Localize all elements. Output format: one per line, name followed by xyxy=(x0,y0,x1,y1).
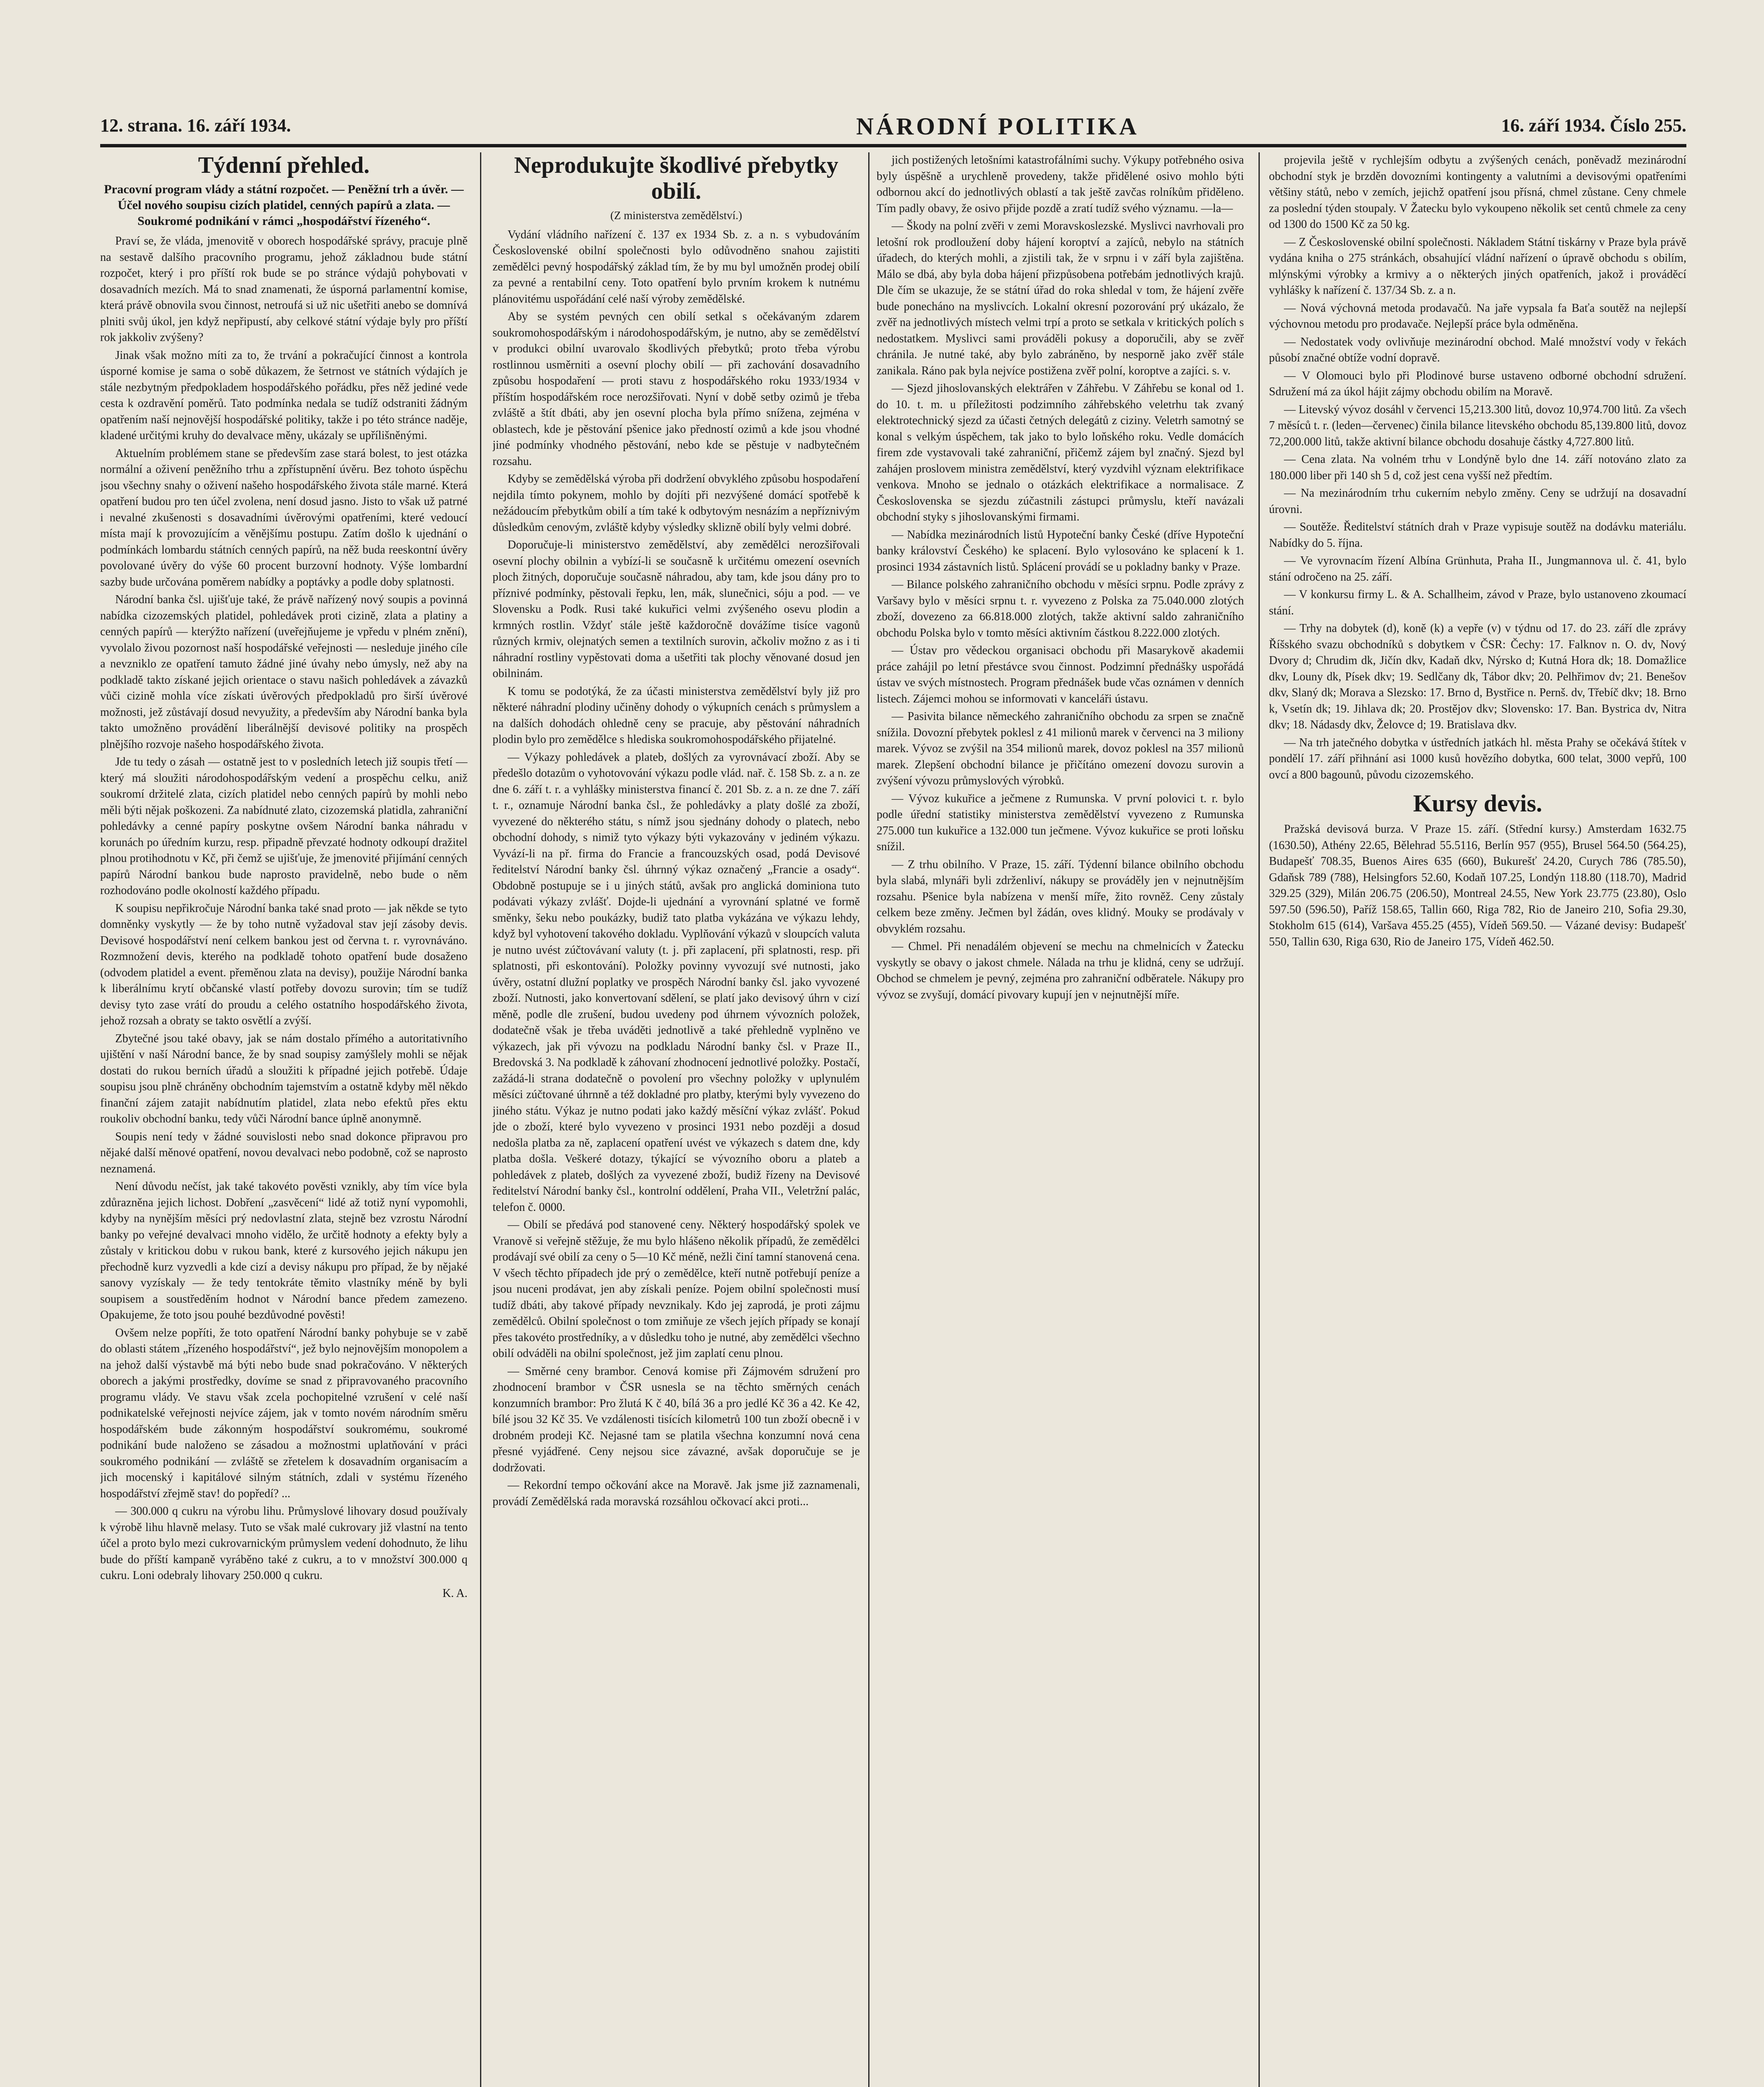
column-divider xyxy=(868,152,869,2087)
paragraph: K soupisu nepřikročuje Národní banka také snad proto — jak někde se tyto domněnky vyskytly — že by toho nutně vyžadoval stav její zásoby devis. Devisové hospodářství není celkem bankou jest od června t. r. vyrovnáváno. Rozmnožení devis, kterého na podkladě tohoto opatření bude dosaženo (odvodem platidel a event. přeměnou zlata na devisy), použije Národní banka k liberálnímu krytí občanské vlastí potřeby dovozu surovin; tím se tudíž devisy tyto zase vrátí do proudu a celého ostatního hospodářského života, jehož rozsah a obraty se takto osvětlí a zvýší. xyxy=(100,902,468,1027)
paragraph: Zbytečné jsou také obavy, jak se nám dostalo přímého a autoritativního ujištění v naší Národní bance, že by snad soupisy zamýšlely mohli se nějak dostati do rukou berních úřadů a sloužiti k případné jejich potřebě. Údaje soupisu jsou plně chráněny obchodním tajemstvím a ostatně kdyby měl někdo finanční zájem zatajit nabídnutím platidel, zlata nebo efektů přes ektu roukoliv obchodní banku, tedy vůči Národní bance úplně anonymně. xyxy=(100,1032,468,1125)
paragraph: K tomu se podotýká, že za účasti ministerstva zemědělství byly již pro některé náhradní plodiny učiněny dohody o výkupních cenách s průmyslem a na dalších dohodách ohledně ceny se pracuje, aby pěstování náhradních plodin bylo pro zemědělce s hlediska soukromohospodářského přijatelné. xyxy=(493,685,860,746)
page-header xyxy=(100,115,1686,147)
paragraph: — Výkazy pohledávek a plateb, došlých za vyrovnávací zboží. Aby se předešlo dotazům o vyhotovování výkazu podle vlád. nař. č. 158 Sb. z. a n. ze dne 6. září t. r. a vyhlášky ministerstva financí č. 201 Sb. z. a n. ze dne 7. září t. r., oznamuje Národní banka čsl., že pohledávky a platy došlé za zboží, vyvezené do některého státu, s nímž jsou sjednány dohody o platech, nebo obchodní dohody, s nimiž tyto výkazy býti vykazovány v jediném výkazu. Vyvází-li na př. firma do Francie a francouzských osad, podá Devisové ředitelství Národní banky čsl. úhrnný výkaz označený „Francie a osady“. Obdobně postupuje se i u jiných států, avšak pro anglická dominiona tuto podávati výkazy zvlášť. Dojde-li ujednání a vyrovnání splatné ve formě směnky, šeku nebo poukázky, budiž tato platba vykázána ve výkazu lehdy, když byl vyhotovení takového dokladu. Vyplňování výkazů v sloupcích valuta je nutno uvést zúčtovávaní valuty (t. j. při zaplacení, při splatnosti, resp. při splatnosti, při eskontování). Položky povinny vyvozují své nutnosti, jako úvěry, ostatní dlužní poplatky ve prospěch Národní banky čsl. jako vyvozené zboží. Nutnosti, jako konvertovaní sdělení, se platí jako devisový úhrn v cizí měně, podle dle zrušení, budou uvedeny pod úhrnem vývozních položek, dodatečně však je třeba uváděti jednotlivě a také přehledně vyplněno ve výkazech, jak při vývozu na podkladu Národní banky čsl. v Praze II., Bredovská 3. Na podkladě k záhovaní zhodnocení jednotlivé položky. Postačí, zažádá-li strana dodatečně o povolení pro všechny položky v uplynulém měsíci zúčtované úhrnně a též dokladné pro platby, kterými byly vyvezeno do jiného státu. Výkaz je nutno podati jako každý měsíční výkaz zvlášť. Pokud jde o zboží, které bylo vyvezeno v prosinci 1931 nebo později a dosud nedošla platba za ně, zaplacení opatření uvést ve výkazech s datem dne, kdy platba došla. Veškeré dotazy, týkající se vývozního oboru a plateb a pohledávek z plateb, došlých za vyvezené zboží, budiž řízeny na Devisové ředitelství Národní banky čsl., kontrolní oddělení, Praha VII., Veletržní palác, telefon č. 0000. xyxy=(493,750,860,1214)
paragraph: — Ústav pro vědeckou organisaci obchodu při Masarykově akademii práce zahájil po letní přestávce svou činnost. Podzimní přednášky uspořádá ústav ve svých místnostech. Program přednášek bude včas oznámen v denních listech. Zájemci mohou se informovati v kanceláři ústavu. xyxy=(877,644,1244,705)
paragraph: — Soutěže. Ředitelství státních drah v Praze vypisuje soutěž na dodávku materiálu. Nabídky do 5. října. xyxy=(1269,520,1686,550)
paragraph: — Trhy na dobytek (d), koně (k) a vepře (v) v týdnu od 17. do 23. září dle zprávy Říšského svazu obchodníků s dobytkem v ČSR: Čechy: 17. Falknov n. O. dv, Nový Dvory d; Chrudim dk, Jičín dkv, Kadaň dkv, Nýrsko d; Kutná Hora dk; 18. Domažlice dkv, Louny dk, Písek dkv; 19. Sedlčany dk, Tábor dkv; 20. Pelhřimov dv; 21. Benešov dkv, Slaný dk; Morava a Slezsko: 17. Brno d, Bystřice n. Pernš. dv, Třebíč dkv; 18. Brno k, Vsetín dk; 19. Jihlava dk; 20. Prostějov dkv; Slovensko: 17. Ban. Bystrica dv, Nitra dkv; 18. Nádasdy dkv, Želovce d; 19. Bratislava dkv. xyxy=(1269,622,1686,731)
column-2 xyxy=(493,152,860,2087)
paragraph: Ovšem nelze popříti, že toto opatření Národní banky pohybuje se v zabě do oblasti státem „řízeného hospodářství“, jež bylo nejnovějším monopolem a na jehož další výstavbě má býti nebo bude snad pokračováno. V některých oborech a jakými prostředky, dovíme se snad z připravovaného pracovního programu vlády. Ve stavu však zcela pochopitelné vzrušení v celé naší podnikatelské veřejnosti nejvíce zájem, jak v tomto novém národním směru hospodářském bude zákonným hospodářství soukromému, soukromé podnikání bude naloženo se zásadou a možnostmi uplatňování v práci soukromého podnikání — zvláště se zřetelem k dosavadním organisacím a jich mocenský i kapitálové silným státních, zdali v systému řízeného hospodářství zřejmě stav! do popředí? ... xyxy=(100,1326,468,1500)
paragraph: Aby se systém pevných cen obilí setkal s očekávaným zdarem soukromohospodářským i národohospodářským, je nutno, aby se zemědělství v produkci obilní uvarovalo škodlivých přebytků; proto třeba výrobu rostlinnou usměrniti a osevní plochy obilí — při zachování dosavadního způsobu hospodaření — proti stavu z hospodářského roku 1933/1934 v příštím hospodářském roce nerozšiřovati. Nyní v době setby ozimů je třeba zvláště a štít dbáti, aby jen osevní plocha byla přímo snížena, zejména v oblastech, kde je pěstování pšenice jako předností ozimů a kde jsou vhodné jiné podmínky vhodného pěstování, nebo kde se pěstuje v nadbytečném rozsahu. xyxy=(493,310,860,468)
paragraph: — Pasivita bilance německého zahraničního obchodu za srpen se značně snížila. Dovozní přebytek poklesl z 41 milionů marek v červenci na 3 miliony marek. Vývoz se zvýšil na 354 milionů marek, dovoz poklesl na 357 milionů marek. Zlepšení obchodní bilance je přičítáno omezení dovozu surovin a zvýšení vývozu průmyslových výrobků. xyxy=(877,710,1244,787)
fx-rates: Pražská devisová burza. V Praze 15. září. (Střední kursy.) Amsterdam 1632.75 (1630.50), Athény 22.65, Bělehrad 55.5116, Berlín 957 (955), Brusel 564.50 (564.25), Budapešť 708.35, Buenos Aires 635 (660), Bukurešť 24.20, Curych 786 (785.50), Gdaňsk 789 (788), Helsingfors 52.60, Kodaň 107.25, Londýn 118.80 (118.70), Madrid 329.25 (329), Milán 206.75 (206.50), Montreal 24.55, New York 23.775 (23.80), Oslo 597.50 (596.50), Paříž 158.65, Tallin 660, Riga 782, Rio de Janeiro 210, Sofia 29.30, Stokholm 615 (614), Varšava 455.25 (455), Vídeň 569.50. — Vázané devisy: Budapešť 550, Tallin 630, Riga 630, Rio de Janeiro 175, Vídeň 462.50. xyxy=(1269,823,1686,948)
paragraph: Není důvodu nečíst, jak také takovéto pověsti vznikly, aby tím více byla zdůrazněna jejich lichost. Dobření „zasvěcení“ lidé až totiž nyní vypomohli, kdyby na nynějším měsíci prý nedovlastní zlata, stejně bez vzrostu Národní banky po veřejné devalvaci mnoho vidělo, že určitě hodnoty a efekty byly a zůstaly v kritickou dobu v rukou bank, které z kursového jejich nákupu jen přechodně kurz vyzvedli a kde cizí a devisy nákupu pro případ, že by nějaké sanovy vyzískaly — že tedy tentokráte těmito vlastníky méně by byli soupisem a soustředěním hodnot v Národní bance předem zamezeno. Opakujeme, že toto jsou pouhé bezdůvodné pověsti! xyxy=(100,1180,468,1321)
paragraph: Jinak však možno míti za to, že trvání a pokračující činnost a kontrola úsporné komise je sama o sobě důkazem, že šetrnost ve státních výdajích je stále nezbytným předpokladem hospodářského pořádku, přes něž jediné vede cesta k ozdravění poměrů. Tato podmínka nedala se tudíž odstraniti žádným opatřením naší nejnovější hospodářské politiky, takže i po této stránce naděje, kladené určitými kruhy do devalvace měny, ukázaly se upřílišněnými. xyxy=(100,349,468,442)
paragraph: — Směrné ceny brambor. Cenová komise při Zájmovém sdružení pro zhodnocení brambor v ČSR usnesla se na těchto směrných cenách konzumních brambor: Pro žlutá K č 40, bílá 36 a pro jedlé Kč 36 a 42. Ke 42, bílé jsou 32 Kč 35. Ve vzdálenosti tisících kilometrů 100 tun zboží obecně i v drobném prodeji Kč. Nejasné tam se platila všechna konzumní nová cena přesné vyjádřené. Ceny nejsou sice závazné, avšak doporučuje se je dodržovati. xyxy=(493,1364,860,1474)
paragraph: — Nová výchovná metoda prodavačů. Na jaře vypsala fa Baťa soutěž na nejlepší výchovnou metodu pro prodavače. Nejlepší práce byla odměněna. xyxy=(1269,301,1686,331)
paragraph: Kdyby se zemědělská výroba při dodržení obvyklého způsobu hospodaření nejdila tímto pokynem, mohlo by dojíti při nezvýšené domácí spotřebě k nežádoucím přebytkům obilí a tím také k odbytovým nesnázím a nepříznivým důsledkům cenovým, zvláště kdyby výsledky sklizně obilí byly velmi dobré. xyxy=(493,472,860,534)
paragraph: — Litevský vývoz dosáhl v červenci 15,213.300 litů, dovoz 10,974.700 litů. Za všech 7 měsíců t. r. (leden—červenec) činila bilance litevského obchodu 85,139.800 litů, dovoz 72,200.000 litů, takže aktivní bilance obchodu dosahuje částky 4,727.800 litů. xyxy=(1269,403,1686,448)
article-title: Neprodukujte škodlivé přebytky obilí. xyxy=(514,152,839,204)
paragraph: — Z trhu obilního. V Praze, 15. září. Týdenní bilance obilního obchodu byla slabá, mlynáři byli zdrženliví, nákupy se prováděly jen v nejnutnějším rozsahu. Pšenice byla nabízena v menší míře, žito rovněž. Ceny zůstaly celkem beze změny. Ječmen byl žádán, oves klidný. Mouky se prodávaly v obvyklém rozsahu. xyxy=(877,858,1244,935)
paragraph: Doporučuje-li ministerstvo zemědělství, aby zemědělci nerozšiřovali osevní plochy obilnin a vybízí-li se současně k určitému omezení osevních ploch žitných, doporučuje současně náhradou, aby tam, kde jsou dány pro to příznivé podmínky, pěstovali řepku, len, mák, slunečnici, sóju a pod. — ve Slovensku a Podk. Rusi také kukuřici velmi zvýšeného osevu plodin a krmných rostlin. Vždyť stále ještě každoročně dovážíme tisíce vagonů různých krmiv, olejnatých semen a textilních surovin, ačkoliv možno z as i ti náhradní rostliny vypěstovati doma a ušetřiti tak plochy věnované dosud jen obilninám. xyxy=(493,538,860,680)
paragraph: — Vývoz kukuřice a ječmene z Rumunska. V první polovici t. r. bylo podle úřední statistiky ministerstva zemědělství vyvezeno z Rumunska 275.000 tun kukuřice a 132.000 tun ječmene. Vývoz kukuřice se proti loňsku snížil. xyxy=(877,792,1244,853)
header-page-date: 12. strana. 16. září 1934. xyxy=(100,115,291,136)
paragraph: — Rekordní tempo očkování akce na Moravě. Jak jsme již zaznamenali, provádí Zemědělská rada moravská rozsáhlou očkovací akci proti... xyxy=(493,1479,860,1508)
column-1 xyxy=(100,152,468,2087)
column-3 xyxy=(877,152,1244,2087)
paragraph: — Nabídka mezinárodních listů Hypoteční banky České (dříve Hypoteční banky království Českého) ke splacení. Bylo vylosováno ke splacení k 1. prosinci 1934 zástavních listů. Splácení provádí se u pokladny banky v Praze. xyxy=(877,528,1244,574)
column-divider xyxy=(1259,152,1260,2087)
paragraph: — Na mezinárodním trhu cukerním nebylo změny. Ceny se udržují na dosavadní úrovni. xyxy=(1269,487,1686,516)
article-title: Týdenní přehled. xyxy=(198,152,370,178)
paragraph: Soupis není tedy v žádné souvislosti nebo snad dokonce připravou pro nějaké další měnové opatření, novou devalvaci nebo podobně, což se naprosto neznamená. xyxy=(100,1130,468,1175)
newspaper-masthead: NÁRODNÍ POLITIKA xyxy=(856,113,1139,140)
column-divider xyxy=(480,152,481,2087)
article-source: (Z ministerstva zemědělství.) xyxy=(610,209,742,222)
header-date-issue: 16. září 1934. Číslo 255. xyxy=(1501,115,1686,136)
paragraph: — Škody na polní zvěři v zemi Moravskoslezské. Myslivci navrhovali pro letošní rok prodloužení doby hájení koroptví a zajíců, nebylo na státních úřadech, do kterých mohli, a zjistili tak, že v srpnu i v září byla zajištěna. Málo se dbá, aby byla doba hájení přizpůsobena potřebám jednotlivých krajů. Dle čím se ukazuje, že se státní úřad do roka shledal v tom, že hájení zvěře bude ponecháno na myslivcích. Lokalní okresní pozorování prý ukázalo, že zvěř na jednotlivých místech velmi trpí a proto se setkala v kritických polích s nedostatkem. Myslivci sami prováděli pokusy a doporučili, aby se zvěř chránila. Je nutné také, aby bylo zabráněno, by nesporně jako zvěř stále zanikala. Ráno pak byla nejvíce postižena zvěř polní, koroptve a zajíci. s. v. xyxy=(877,220,1244,377)
paragraph: — Na trh jatečného dobytka v ústředních jatkách hl. města Prahy se očekává štítek v pondělí 17. září přihnání asi 1000 kusů hovězího dobytka, 600 telat, 3000 vepřů, 100 ovcí a 800 bagounů, původu cizozemského. xyxy=(1269,736,1686,781)
paragraph: Národní banka čsl. ujišťuje také, že právě nařízený nový soupis a povinná nabídka cizozemských platidel, pohledávek proti cizině, zlata a platiny a cenných papírů — kterýžto nařízení (uveřejňujeme je vpředu v plném znění), vyvolalo živou pozornost naší hospodářské veřejnosti — nesleduje jiného cíle a nevzniklo ze opatření tamuto žádné jiné úvahy nebo úmysly, než aby na podkladě takto získané jejich orientace o stavu našich pohledávek a závazků vůči cizině mohla více získati úvěrových předpokladů pro širší úvěrové možnosti, jež zůstávají dosud nevyužity, a především aby Národní banka byla takto umožněno provádění liberálnější devisové politiky na prospěch plnějšího rozvoje našeho hospodářského života. xyxy=(100,593,468,751)
paragraph: — Cena zlata. Na volném trhu v Londýně bylo dne 14. září notováno zlato za 180.000 liber při 140 sh 5 d, což jest cena vyšší než předtím. xyxy=(1269,453,1686,482)
paragraph: Aktuelním problémem stane se především zase stará bolest, to jest otázka normální a oživení peněžního trhu a zpřístupnění úvěru. Bez tohoto úspěchu jsou všechny snahy o oživení našeho hospodářského života stále marné. Která opatření budou pro ten účel zvolena, není dosud jasno. Jisto to však už patrné i nevalné zkušenosti s dosavadními úvěrovými opatřeními, které vedoucí místa mají k provozujícím a věnějšímu postupu. Zatím došlo k ujednání o podmínkách lombardu státních cenných papírů, na něž buda reeskontní úvěry povolované úvěry do výše 60 procent burzovní hodnoty. Výše lombardní sazby bude určována poměrem nabídky a poptávky a podle doby splatnosti. xyxy=(100,447,468,589)
paragraph: — 300.000 q cukru na výrobu lihu. Průmyslové lihovary dosud používaly k výrobě lihu hlavně melasy. Tuto se však malé cukrovary již vlastní na tento účel a proto bylo mezi cukrovarnickým průmyslem vedení dohodnuto, že lihu bude do příští kampaně vyráběno také z cukru, a to v množství 300.000 q cukru. Loni odebraly lihovary 250.000 q cukru. xyxy=(100,1505,468,1582)
paragraph: — Obilí se předává pod stanovené ceny. Některý hospodářský spolek ve Vranově si veřejně stěžuje, že mu bylo hlášeno několik případů, že zemědělci prodávají své obilí za ceny o 5—10 Kč méně, nežli činí tamní stanovená cena. V všech těchto případech jde prý o zemědělce, kteří nutně potřebují peníze a jsou nuceni prodávat, jen aby získali peníze. Pojem obilní společnosti musí tudíž dbáti, aby takové případy nevznikaly. Kdo jej zaprodá, je proti zájmu zemědělců. Obilní společnost o tom zmiňuje ze všech jejích případy se konají přes takovéto prostředníky, a v důsledku toho je nutné, aby zemědělci všechno obilí odváděli na obilní společnost, jež jim zaplatí cenu plnou. xyxy=(493,1218,860,1360)
paragraph: — Sjezd jihoslovanských elektrářen v Záhřebu. V Záhřebu se konal od 1. do 10. t. m. u příležitosti podzimního záhřebského veletrhu tak zvaný elektrotechnický sjezd za účasti četných delegátů z ciziny. Veletrh samotný se konal s velkým úspěchem, tak jako to bylo loňského roku. Vedle domácích firem zde vystavovali také zahraniční, přičemž zájem byl značný. Sjezd byl zahájen proslovem ministra zemědělství, který vyzdvihl význam elektrifikace venkova. Mnoho se jednalo o otázkách elektrifikace a normalisace. Z Československa se sjezdu zúčastnili zástupci průmyslu, kteří navázali obchodní styky s jihoslovanskými firmami. xyxy=(877,382,1244,523)
paragraph: — V Olomouci bylo při Plodinové burse ustaveno odborné obchodní sdružení. Sdružení má za úkol hájit zájmy obchodu obilím na Moravě. xyxy=(1269,369,1686,398)
signoff: K. A. xyxy=(442,1587,468,1600)
paragraph: — Ve vyrovnacím řízení Albína Grünhuta, Praha II., Jungmannova ul. č. 41, bylo stání odročeno na 25. září. xyxy=(1269,554,1686,584)
paragraph: — Bilance polského zahraničního obchodu v měsíci srpnu. Podle zprávy z Varšavy bylo v měsíci srpnu t. r. vyvezeno z Polska za 75.040.000 zlotých zboží, dovezeno za 66.818.000 zlotých, takže aktivní saldo zahraničního obchodu Polska bylo v tomto měsíci aktivním částkou 8.222.000 zlotých. xyxy=(877,578,1244,639)
paragraph: — Z Československé obilní společnosti. Nákladem Státní tiskárny v Praze byla právě vydána kniha o 275 stránkách, obsahující vládní nařízení o úpravě obchodu s obilím, mlýnskými výrobky a krmivy a o některých jiných opatřeních, jakož i prováděcí vyhlášky k nařízení č. 137/34 Sb. z. a n. xyxy=(1269,235,1686,297)
paragraph: — Nedostatek vody ovlivňuje mezinárodní obchod. Malé množství vody v řekách působí značné obtíže vodní dopravě. xyxy=(1269,335,1686,364)
article-subtitle: Pracovní program vlády a státní rozpočet. — Peněžní trh a úvěr. — Účel nového soupisu cizích platidel, cenných papírů a zlata. — Soukromé podnikání v rámci „hospodářství řízeného“. xyxy=(104,182,464,228)
paragraph: Jde tu tedy o zásah — ostatně jest to v posledních letech již soupis třetí — který má sloužiti národohospodářským vedení a prospěchu celku, aniž soukromí držitelé zlata, cizích platidel nebo cenných papírů by mohli nebo měli býti nějak poškozeni. Za nabídnuté zlato, cizozemská platidla, zahraniční pohledávky a cenné papíry poskytne ovšem Národní banka náhradu v korunách po úředním kurzu, resp. připadně převzaté hodnoty odkoupí dražitel plnou protihodnotu v Kč, při čemž se ujišťuje, že jmenovité přijímání cenných papírů Národní bankou bude naprosto pravidelně, nebo bude o něm rozhodováno podle okolností každého případu. xyxy=(100,755,468,897)
paragraph: projevila ještě v rychlejším odbytu a zvýšených cenách, poněvadž mezinárodní obchodní styk je brzděn dovozními kontingenty a valutními a devisovými opatřeními většiny států, nebo v zemích, jejichž opatření jsou přísná, chmel zůstane. Ceny chmele za poslední týden stoupaly. V Žatecku bylo vykoupeno několik set centů chmele za ceny od 1300 do 1500 Kč za 50 kg. xyxy=(1269,154,1686,231)
paragraph: — Chmel. Při nenadálém objevení se mechu na chmelnicích v Žatecku vyskytly se obavy o jakost chmele. Nálada na trhu je klidná, ceny se udržují. Obchod se chmelem je pevný, zejména pro zahraniční odběratele. Nákupy pro vývoz se zvyšují, domácí pivovary kupují jen v nejnutnější míře. xyxy=(877,940,1244,1001)
paragraph: Vydání vládního nařízení č. 137 ex 1934 Sb. z. a n. s vybudováním Československé obilní společnosti bylo odůvodněno snahou zajistiti zemědělci pevný hospodářský základ tím, že by mu byl umožněn prodej obilí za pevné a rentabilní ceny. Toto opatření bylo prvním krokem k nutnému plánovitému uspořádání celé naší výroby zemědělské. xyxy=(493,228,860,306)
paragraph: Praví se, že vláda, jmenovitě v oborech hospodářské správy, pracuje plně na sestavě dalšího pracovního programu, jehož základnou bude státní rozpočet, který i pro příští rok bude se po stránce výdajů pohybovati v dosavadních mezích. Má to snad znamenati, že úsporná parlamentní komise, která právě obnovila svou činnost, netroufá si už nic ušetřiti anebo se domnívá plniti svůj úkol, jen když nepřipustí, aby celkové státní výdaje byly pro příští rok jakkoliv zvýšeny? xyxy=(100,235,468,344)
paragraph: — V konkursu firmy L. & A. Schallheim, závod v Praze, bylo ustanoveno zkoumací stání. xyxy=(1269,588,1686,617)
column-4 xyxy=(1269,152,1686,2087)
section-title: Kursy devis. xyxy=(1413,790,1542,817)
paragraph: jich postižených letošními katastrofálními suchy. Výkupy potřebného osiva byly úspěšně a urychleně provedeny, takže přidělené osivo mohlo býti odbornou akcí do jednotlivých oblastí a tak ještě zavčas rolníkům přiděleno. Tím padly obavy, že osivo přijde pozdě a zratí tudíž svého významu. —la— xyxy=(877,154,1244,215)
